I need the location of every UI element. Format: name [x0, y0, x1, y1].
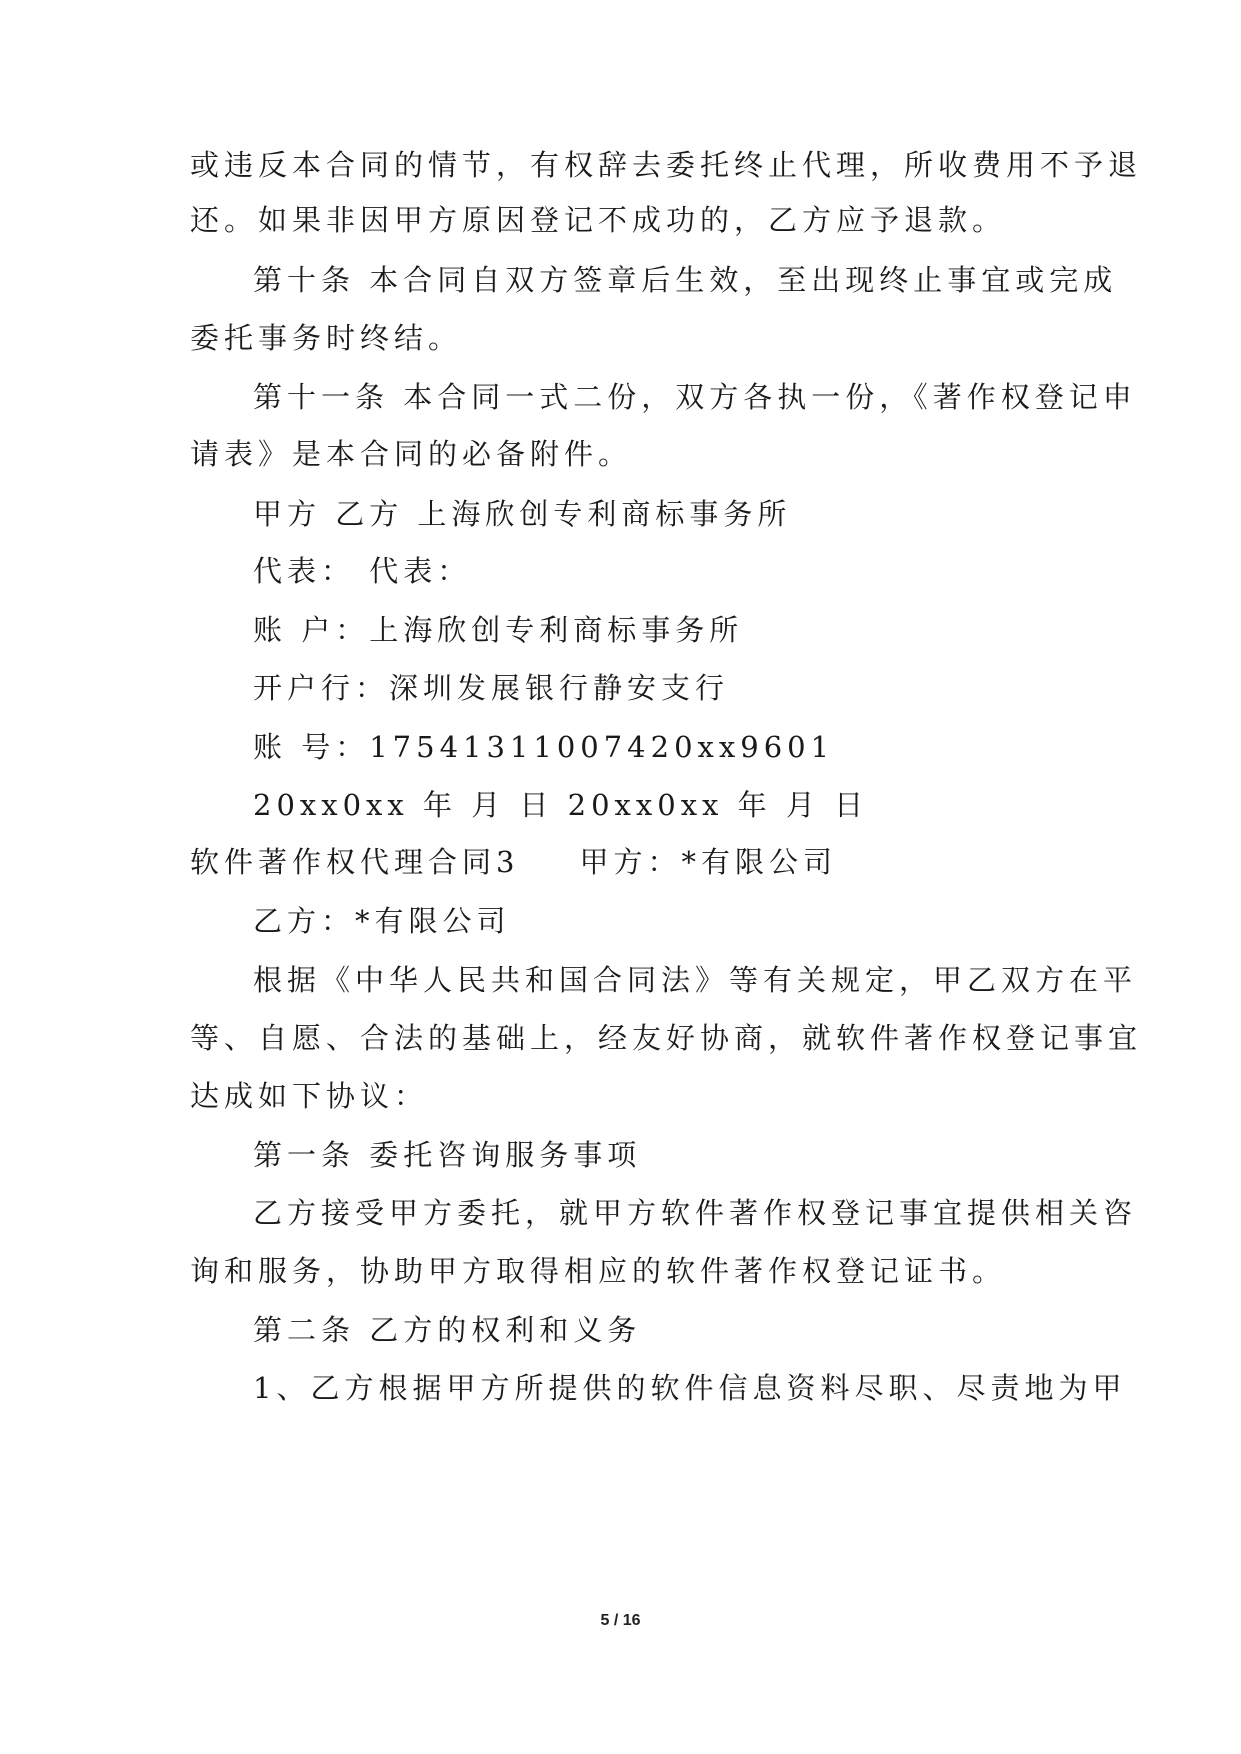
paragraph-line: 1、乙方根据甲方所提供的软件信息资料尽职、尽责地为甲 — [253, 1371, 1127, 1405]
paragraph-line: 询和服务，协助甲方取得相应的软件著作权登记证书。 — [190, 1254, 1007, 1288]
paragraph-line: 乙方接受甲方委托，就甲方软件著作权登记事宜提供相关咨 — [253, 1196, 1138, 1230]
paragraph-line: 第二条 乙方的权利和义务 — [253, 1313, 642, 1347]
paragraph-line: 还。如果非因甲方原因登记不成功的，乙方应予退款。 — [190, 203, 1007, 237]
paragraph-line: 或违反本合同的情节，有权辞去委托终止代理，所收费用不予退 — [190, 148, 1143, 182]
paragraph-line: 甲方 乙方 上海欣创专利商标事务所 — [253, 497, 792, 531]
paragraph-line: 代表： 代表： — [253, 554, 472, 588]
paragraph-line: 达成如下协议： — [190, 1079, 429, 1113]
paragraph-line: 账 号：17541311007420xx9601 — [253, 730, 835, 764]
paragraph-line: 账 户：上海欣创专利商标事务所 — [253, 613, 744, 647]
paragraph-line: 第一条 委托咨询服务事项 — [253, 1138, 642, 1172]
paragraph-line: 根据《中华人民共和国合同法》等有关规定，甲乙双方在平 — [253, 963, 1138, 997]
paragraph-line: 第十条 本合同自双方签章后生效，至出现终止事宜或完成 — [253, 263, 1118, 297]
party-a: 甲方：*有限公司 — [579, 845, 837, 879]
page-number: 5 / 16 — [600, 1612, 641, 1629]
heading-line — [190, 842, 837, 882]
document-title: 软件著作权代理合同3 — [190, 845, 520, 879]
paragraph-line: 第十一条 本合同一式二份，双方各执一份，《著作权登记申 — [253, 380, 1137, 414]
paragraph-line: 请表》是本合同的必备附件。 — [190, 437, 633, 471]
paragraph-line: 乙方：*有限公司 — [253, 904, 511, 938]
paragraph-line: 等、自愿、合法的基础上，经友好协商，就软件著作权登记事宜 — [190, 1021, 1143, 1055]
paragraph-line: 20xx0xx 年 月 日 20xx0xx 年 月 日 — [253, 788, 869, 822]
paragraph-line: 开户行：深圳发展银行静安支行 — [253, 671, 730, 705]
paragraph-line: 委托事务时终结。 — [190, 321, 463, 355]
